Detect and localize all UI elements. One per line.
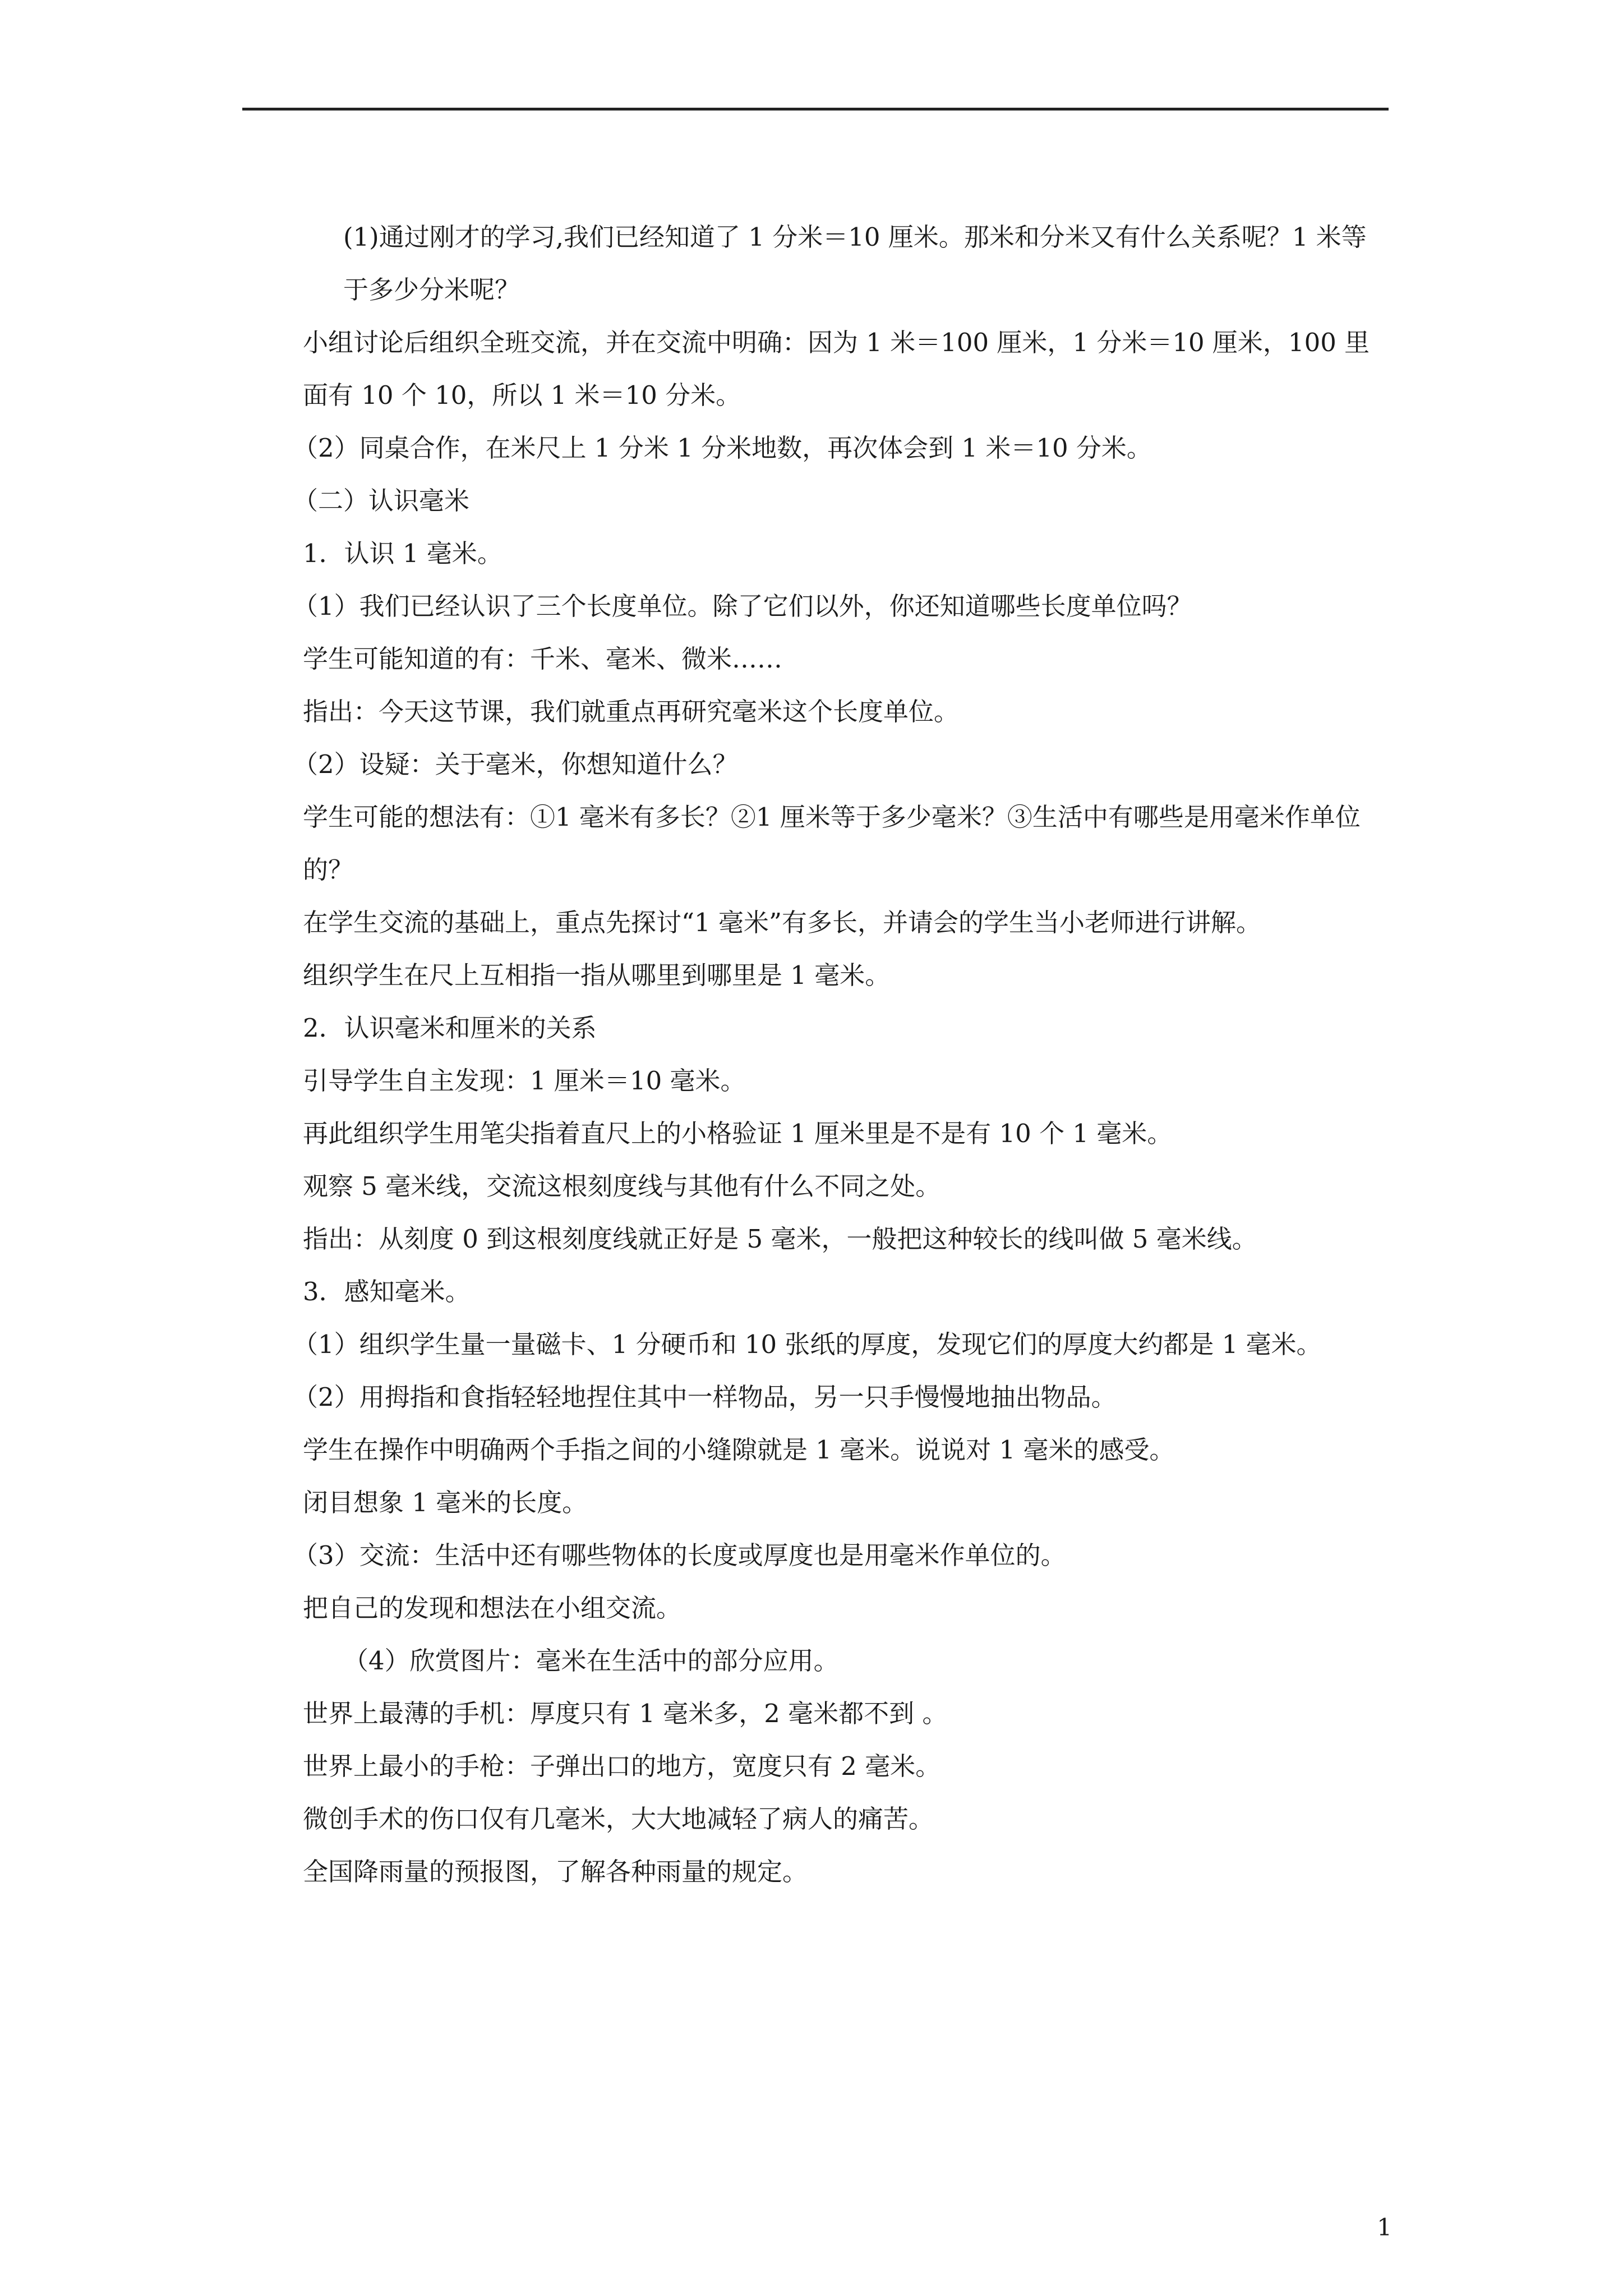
- paragraph: 学生可能的想法有：①1 毫米有多长？②1 厘米等于多少毫米？③生活中有哪些是用毫米作单位的？: [303, 802, 1361, 885]
- subsection-heading: 3．感知毫米。: [303, 1277, 471, 1306]
- paragraph: 世界上最小的手枪：子弹出口的地方，宽度只有 2 毫米。: [303, 1751, 941, 1781]
- paragraph: 引导学生自主发现：1 厘米＝10 毫米。: [303, 1066, 746, 1096]
- document-body: [248, 211, 1390, 1898]
- header-rule: [242, 108, 1389, 111]
- page-number: 1: [1377, 2214, 1392, 2241]
- subsection-heading: 1．认识 1 毫米。: [303, 539, 502, 568]
- paragraph: 观察 5 毫米线，交流这根刻度线与其他有什么不同之处。: [303, 1171, 941, 1201]
- paragraph: 闭目想象 1 毫米的长度。: [303, 1488, 588, 1517]
- subsection-heading: 2．认识毫米和厘米的关系: [303, 1013, 597, 1043]
- section-heading: （二）认识毫米: [293, 486, 470, 516]
- paragraph: （1）我们已经认识了三个长度单位。除了它们以外，你还知道哪些长度单位吗？: [293, 591, 1192, 621]
- paragraph: 全国降雨量的预报图，了解各种雨量的规定。: [303, 1857, 808, 1887]
- paragraph: （1）组织学生量一量磁卡、1 分硬币和 10 张纸的厚度，发现它们的厚度大约都是 1 毫米。: [293, 1329, 1322, 1359]
- paragraph: （2）用拇指和食指轻轻地捏住其中一样物品，另一只手慢慢地抽出物品。: [293, 1382, 1117, 1412]
- paragraph: 指出：今天这节课，我们就重点再研究毫米这个长度单位。: [303, 697, 960, 726]
- paragraph: 世界上最薄的手机：厚度只有 1 毫米多，2 毫米都不到 。: [303, 1699, 948, 1728]
- paragraph: 学生在操作中明确两个手指之间的小缝隙就是 1 毫米。说说对 1 毫米的感受。: [303, 1435, 1175, 1465]
- paragraph: 在学生交流的基础上，重点先探讨“1 毫米”有多长，并请会的学生当小老师进行讲解。: [303, 908, 1261, 937]
- paragraph: 组织学生在尺上互相指一指从哪里到哪里是 1 毫米。: [303, 960, 891, 990]
- paragraph: 把自己的发现和想法在小组交流。: [303, 1593, 682, 1623]
- paragraph: （2）同桌合作，在米尺上 1 分米 1 分米地数，再次体会到 1 米＝10 分米。: [293, 433, 1152, 463]
- paragraph: （4）欣赏图片：毫米在生活中的部分应用。: [343, 1646, 839, 1676]
- paragraph: 小组讨论后组织全班交流，并在交流中明确：因为 1 米＝100 厘米，1 分米＝10 厘米，100 里面有 10 个 10，所以 1 米＝10 分米。: [303, 328, 1370, 410]
- paragraph: 微创手术的伤口仅有几毫米，大大地减轻了病人的痛苦。: [303, 1804, 934, 1834]
- paragraph: 再此组织学生用笔尖指着直尺上的小格验证 1 厘米里是不是有 10 个 1 毫米。: [303, 1119, 1173, 1148]
- paragraph: （3）交流：生活中还有哪些物体的长度或厚度也是用毫米作单位的。: [293, 1540, 1066, 1570]
- paragraph: (1)通过刚才的学习,我们已经知道了 1 分米＝10 厘米。那米和分米又有什么关系呢？1 米等于多少分米呢？: [343, 222, 1367, 305]
- paragraph: 指出：从刻度 0 到这根刻度线就正好是 5 毫米，一般把这种较长的线叫做 5 毫米线。: [303, 1224, 1257, 1254]
- paragraph: 学生可能知道的有：千米、毫米、微米……: [303, 644, 783, 674]
- paragraph: （2）设疑：关于毫米，你想知道什么？: [293, 749, 738, 779]
